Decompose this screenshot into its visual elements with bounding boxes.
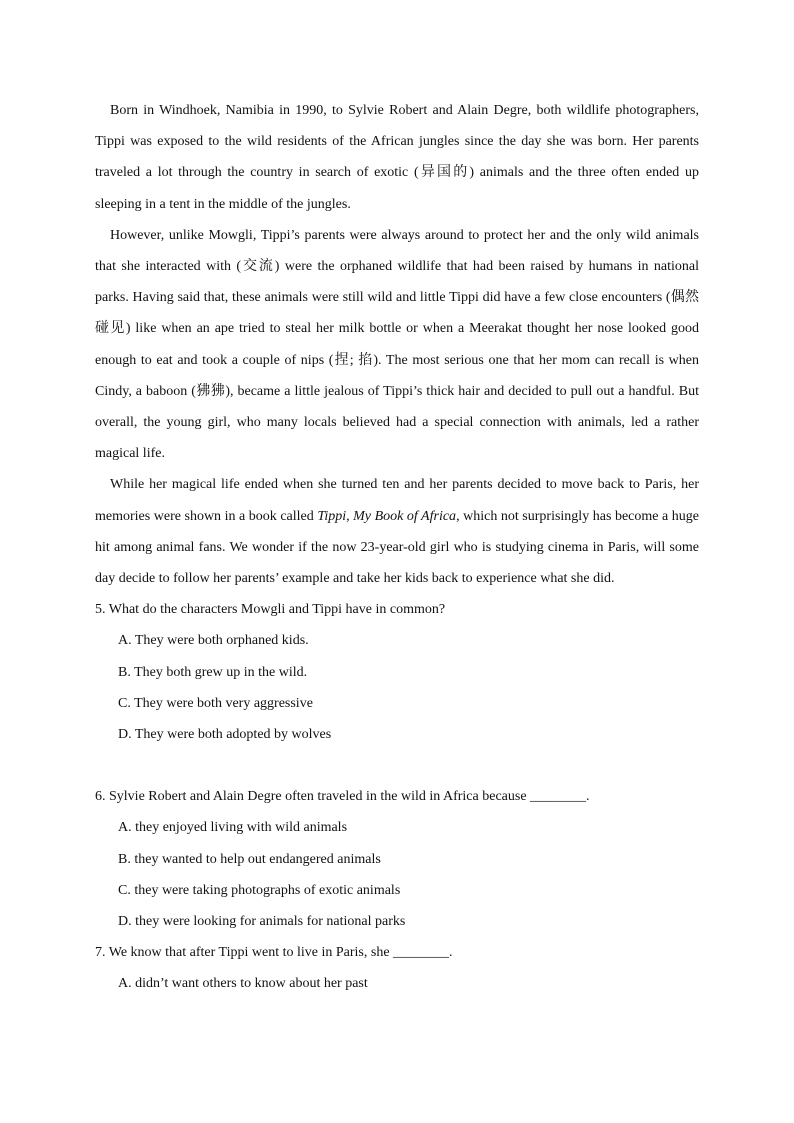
book-title: Tippi, My Book of Africa: [317, 508, 457, 524]
blank-line-spacer: [95, 750, 699, 781]
question-5: [95, 594, 699, 750]
passage-paragraph-2: However, unlike Mowgli, Tippi’s parents were always around to protect her and the only wild animals that she interacted with (交流) were the orphaned wildlife that had been raised by humans in national parks. Having said that, these animals were still wild and little Tippi did have a few close encounters (偶然碰见) like when an ape tried to steal her milk bottle or when a Meerakat thought her nose looked good enough to eat and took a couple of nips (捏; 掐). The most serious one that her mom can recall is when Cindy, a baboon (狒狒), became a little jealous of Tippi’s thick hair and decided to pull out a handful. But overall, the young girl, who many locals believed had a special connection with animals, led a rather magical life.: [95, 227, 699, 462]
paragraph-3-text-after: , which not surprisingly has become a huge hit among animal fans. We wonder if the now 23-year-old girl who is studying cinema in Paris, will some day decide to follow her parents’ example and take her kids back to experience what she did.: [95, 508, 699, 587]
question-5-option-d: D. They were both adopted by wolves: [118, 727, 332, 743]
question-6-option-c: C. they were taking photographs of exotic animals: [118, 882, 401, 898]
passage-paragraph-3: [95, 469, 699, 594]
question-6-option-d: D. they were looking for animals for national parks: [118, 914, 406, 930]
question-7: [95, 937, 699, 999]
document-page: [95, 95, 699, 1000]
question-5-option-a: A. They were both orphaned kids.: [118, 633, 309, 649]
question-5-option-b: B. They both grew up in the wild.: [118, 664, 308, 680]
question-7-option-a: A. didn’t want others to know about her past: [118, 976, 368, 992]
question-5-option-c: C. They were both very aggressive: [118, 695, 313, 711]
passage-paragraph-1: Born in Windhoek, Namibia in 1990, to Sylvie Robert and Alain Degre, both wildlife photographers, Tippi was exposed to the wild residents of the African jungles since the day she was born. Her parents traveled a lot through the country in search of exotic (异国的) animals and the three often ended up sleeping in a tent in the middle of the jungles.: [95, 103, 699, 212]
question-6-stem: 6. Sylvie Robert and Alain Degre often traveled in the wild in Africa because ________.: [95, 789, 590, 805]
question-6: [95, 781, 699, 937]
question-6-option-b: B. they wanted to help out endangered animals: [118, 851, 381, 867]
question-6-option-a: A. they enjoyed living with wild animals: [118, 820, 348, 836]
paragraph-3-text-before: While her magical life ended when she turned ten and her parents decided to move back to Paris, her memories were shown in a book called: [95, 477, 699, 524]
question-5-stem: 5. What do the characters Mowgli and Tippi have in common?: [95, 602, 446, 618]
question-7-stem: 7. We know that after Tippi went to live in Paris, she ________.: [95, 945, 453, 961]
